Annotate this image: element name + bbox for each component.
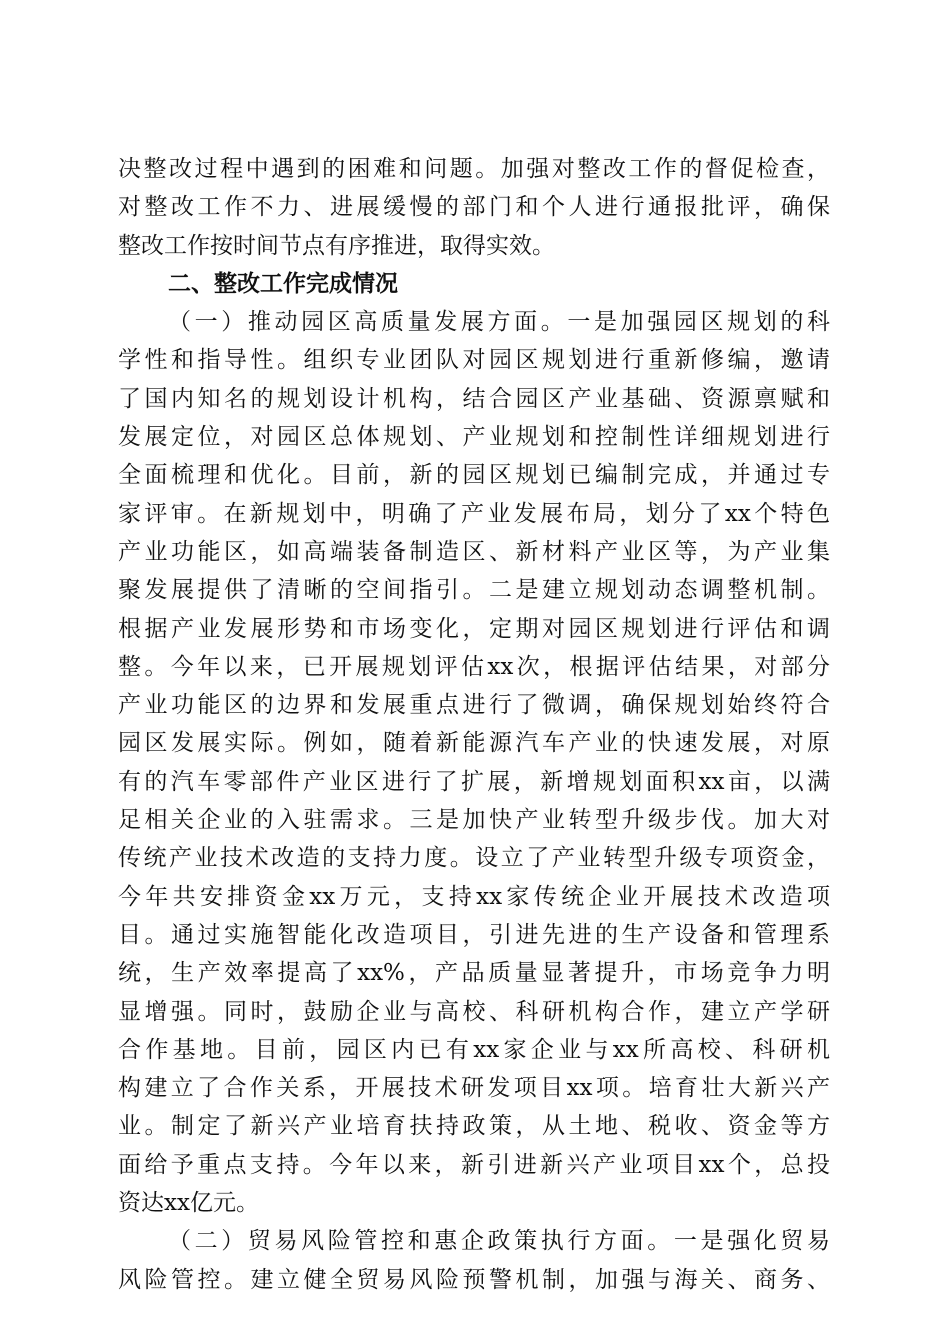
text-line: 今年共安排资金xx万元，支持xx家传统企业开展技术改造项 xyxy=(118,883,830,910)
text-line: 显增强。同时，鼓励企业与高校、科研机构合作，建立产学研 xyxy=(118,998,830,1025)
text-line: 家评审。在新规划中，明确了产业发展布局，划分了xx个特色 xyxy=(118,500,830,527)
text-line: 业。制定了新兴产业培育扶持政策，从土地、税收、资金等方 xyxy=(118,1113,830,1140)
text-line: 整改工作按时间节点有序推进，取得实效。 xyxy=(118,232,555,259)
text-line: 对整改工作不力、进展缓慢的部门和个人进行通报批评，确保 xyxy=(118,194,830,221)
text-line: 园区发展实际。例如，随着新能源汽车产业的快速发展，对原 xyxy=(118,730,830,757)
text-line: 发展定位，对园区总体规划、产业规划和控制性详细规划进行 xyxy=(118,424,830,451)
text-line: 传统产业技术改造的支持力度。设立了产业转型升级专项资金， xyxy=(118,845,830,872)
paragraph-first-line: （一）推动园区高质量发展方面。一是加强园区规划的科 xyxy=(168,309,830,336)
text-line: 决整改过程中遇到的困难和问题。加强对整改工作的督促检查， xyxy=(118,156,830,182)
text-line: 面给予重点支持。今年以来，新引进新兴产业项目xx个，总投 xyxy=(118,1151,830,1178)
text-line: 统，生产效率提高了xx%，产品质量显著提升，市场竞争力明 xyxy=(118,960,830,987)
text-line: 构建立了合作关系，开展技术研发项目xx项。培育壮大新兴产 xyxy=(118,1075,830,1102)
text-line: 风险管控。建立健全贸易风险预警机制，加强与海关、商务、 xyxy=(118,1266,830,1293)
text-line: 合作基地。目前，园区内已有xx家企业与xx所高校、科研机 xyxy=(118,1036,830,1063)
text-line: 学性和指导性。组织专业团队对园区规划进行重新修编，邀请 xyxy=(118,347,830,374)
text-line: 产业功能区的边界和发展重点进行了微调，确保规划始终符合 xyxy=(118,692,830,719)
text-line: 聚发展提供了清晰的空间指引。二是建立规划动态调整机制。 xyxy=(118,577,830,604)
text-line: 有的汽车零部件产业区进行了扩展，新增规划面积xx亩，以满 xyxy=(118,768,830,795)
text-line: 目。通过实施智能化改造项目，引进先进的生产设备和管理系 xyxy=(118,921,830,948)
text-line: 根据产业发展形势和市场变化，定期对园区规划进行评估和调 xyxy=(118,615,830,642)
text-line: 整。今年以来，已开展规划评估xx次，根据评估结果，对部分 xyxy=(118,653,830,680)
text-line: 了国内知名的规划设计机构，结合园区产业基础、资源禀赋和 xyxy=(118,385,830,412)
text-line: 足相关企业的入驻需求。三是加快产业转型升级步伐。加大对 xyxy=(118,807,830,834)
document-body xyxy=(118,150,830,1299)
text-line: 产业功能区，如高端装备制造区、新材料产业区等，为产业集 xyxy=(118,538,830,565)
text-line: 资达xx亿元。 xyxy=(118,1190,259,1217)
text-line: 全面梳理和优化。目前，新的园区规划已编制完成，并通过专 xyxy=(118,462,830,489)
section-heading: 二、整改工作完成情况 xyxy=(168,270,398,297)
paragraph-first-line: （二）贸易风险管控和惠企政策执行方面。一是强化贸易 xyxy=(168,1228,830,1255)
